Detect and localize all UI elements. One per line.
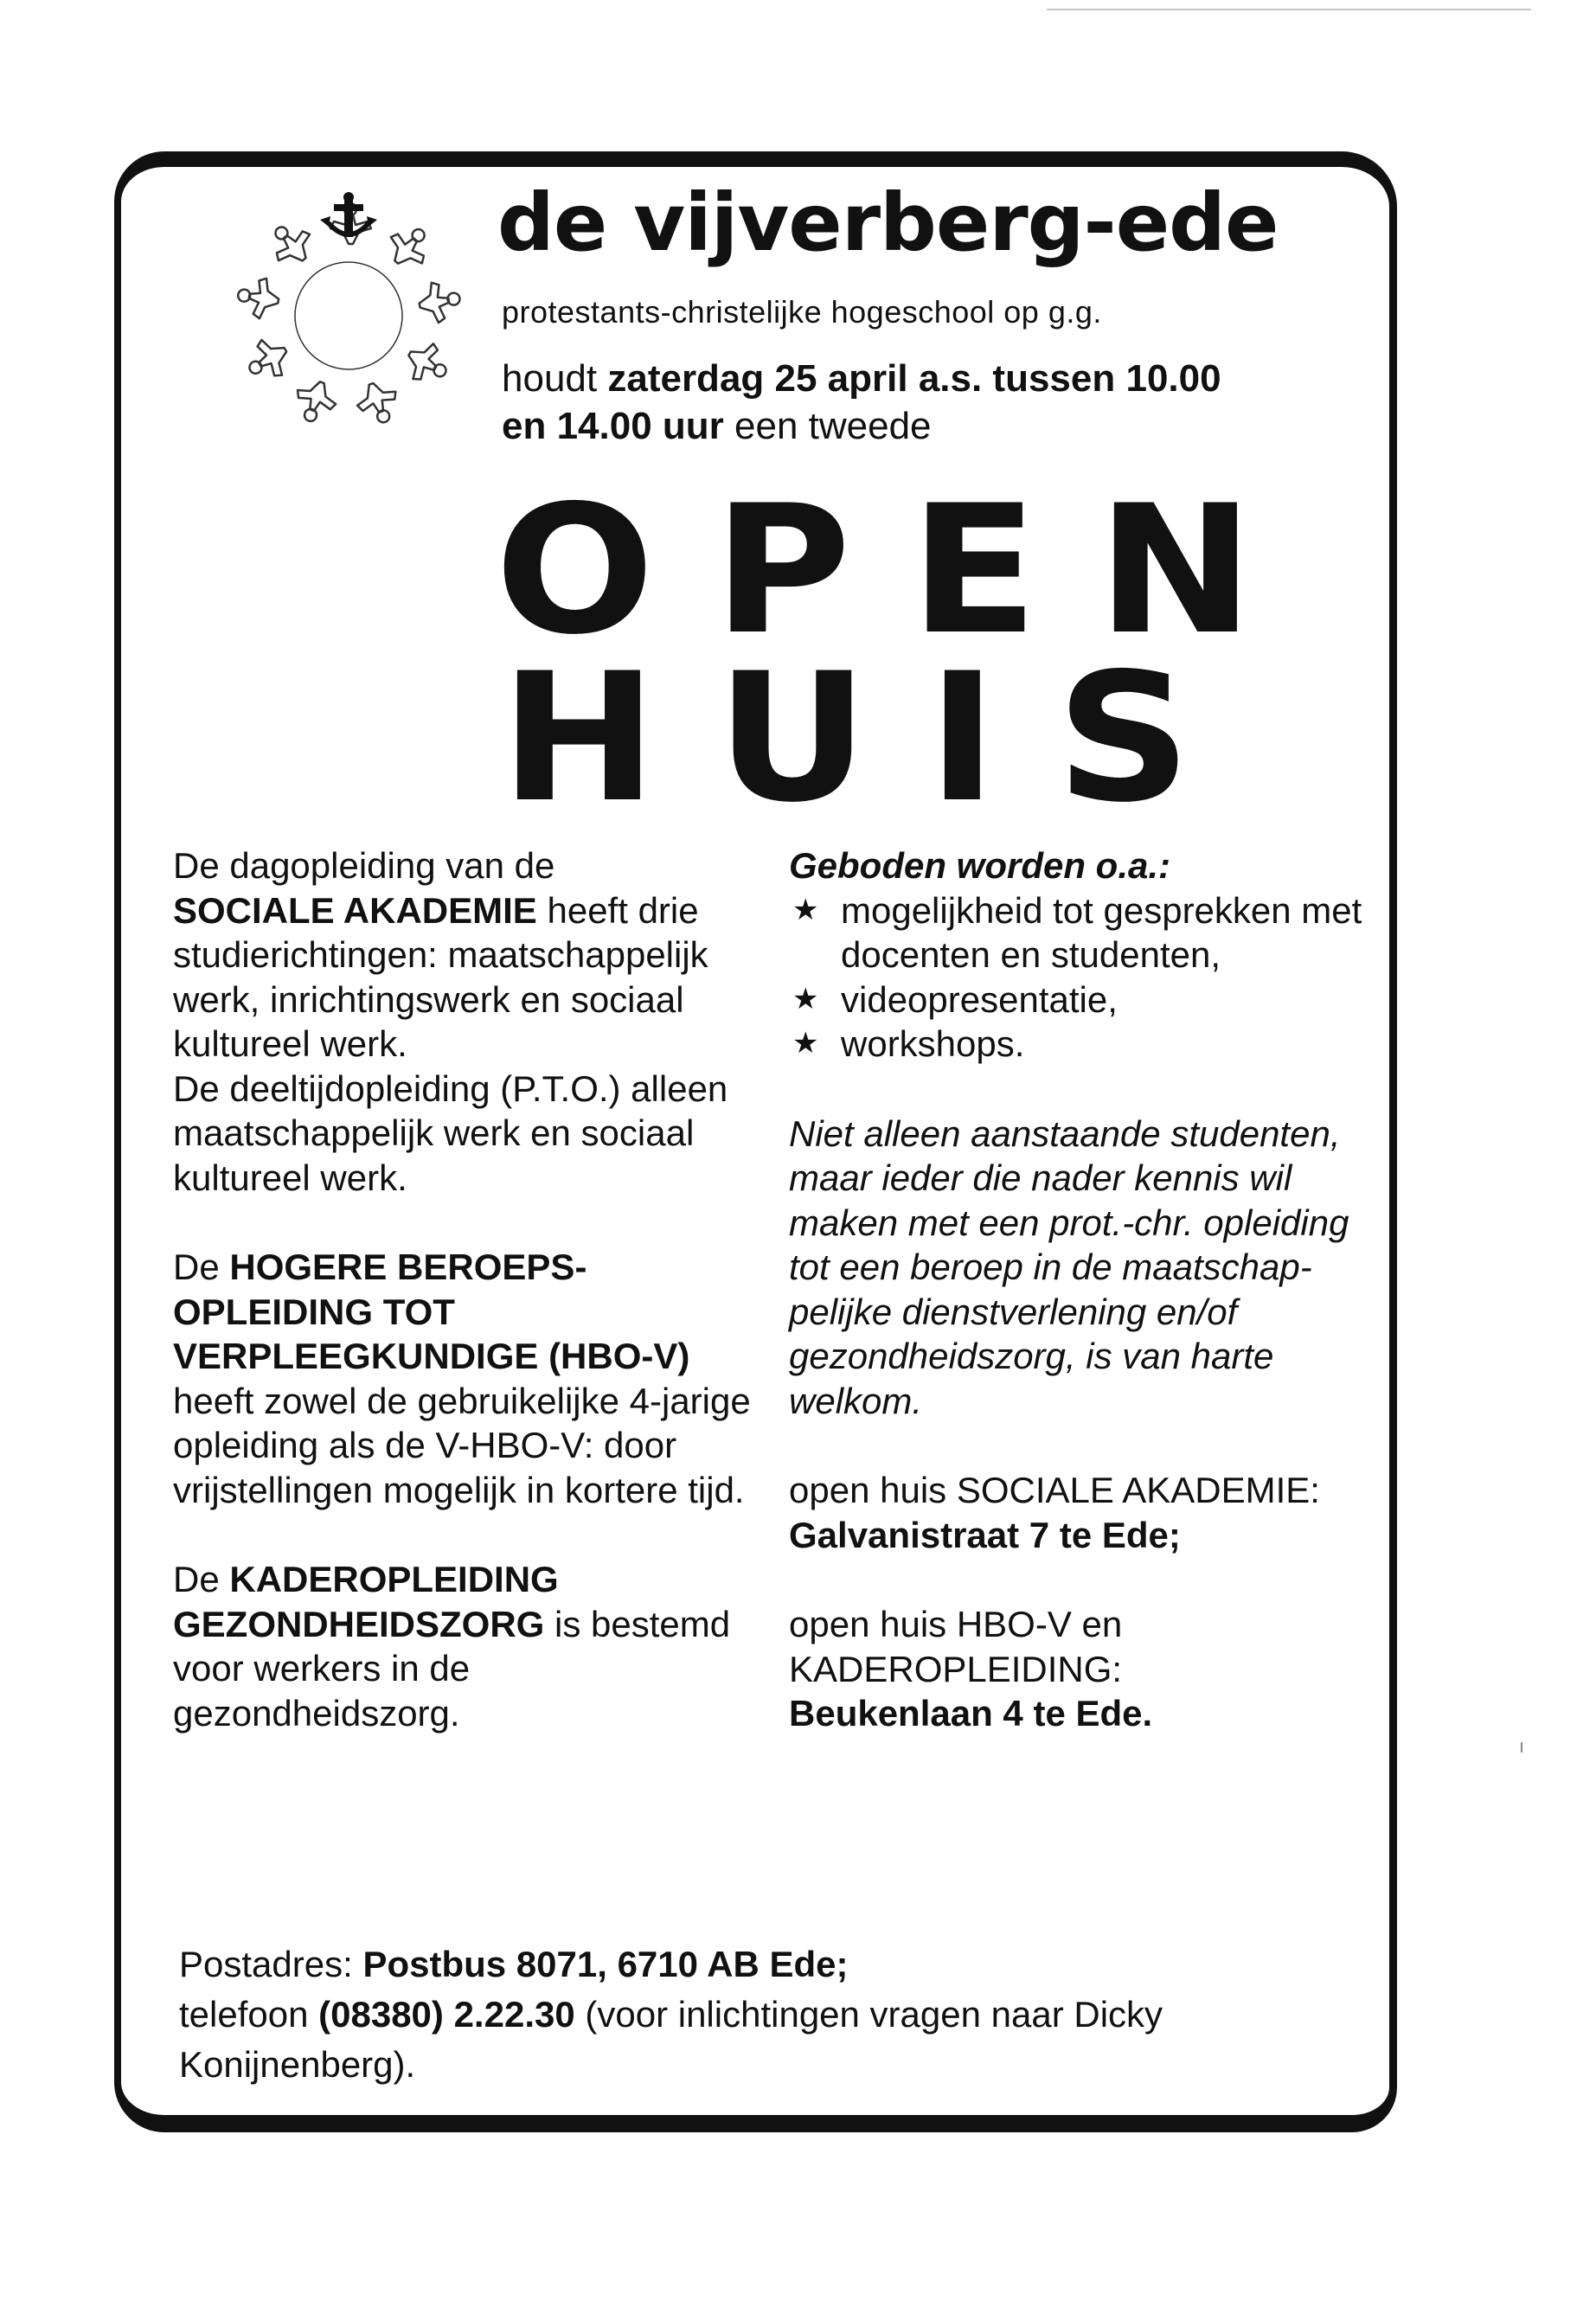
offer-heading: Geboden worden o.a.: (789, 845, 1171, 886)
list-item: ★ mogelijkheid tot gesprekken met docenten en studenten, (792, 889, 1362, 975)
school-logo-icon (223, 190, 474, 441)
scan-mark (1521, 1742, 1522, 1753)
star-icon: ★ (792, 893, 819, 926)
star-icon: ★ (792, 1027, 819, 1060)
list-item: ★ videopresentatie, (789, 977, 1377, 1022)
address-hbo-v: open huis HBO-V en KADEROPLEIDING: Beukenlaan 4 te Ede. (789, 1604, 1153, 1734)
hbo-v-paragraph: De HOGERE BEROEPS-OPLEIDING TOT VERPLEEGKUNDIGE (HBO-V) heeft zowel de gebruikelijke 4-jarige opleiding als de V-HBO-V: door vrijstellingen mogelijk in kortere tijd. (173, 1247, 751, 1510)
left-column (173, 843, 761, 1735)
contact-footer: Postadres: Postbus 8071, 6710 AB Ede; telefoon (08380) 2.22.30 (voor inlichtingen vragen naar Dicky Konijnenberg). (179, 1944, 1163, 2085)
sociale-akademie-paragraph: De dagopleiding van de SOCIALE AKADEMIE heeft drie studierichtingen: maatschappelijk werk, inrichtingswerk en sociaal kultureel werk. De deeltijdopleiding (P.T.O.) alleen maatschappelijk werk en sociaal kultureel werk. (173, 845, 728, 1198)
kaderopleiding-paragraph: De KADEROPLEIDING GEZONDHEIDSZORG is bestemd voor werkers in de gezondheidszorg. (173, 1559, 731, 1734)
brand-subtitle: protestants-christelijke hogeschool op g.g. (502, 294, 1102, 330)
intro-text: houdt zaterdag 25 april a.s. tussen 10.00 en 14.00 uur een tweede (502, 357, 1221, 447)
top-rule (1047, 9, 1531, 10)
address-sociale-akademie: open huis SOCIALE AKADEMIE: Galvanistraat 7 te Ede; (789, 1470, 1320, 1555)
headline-huis: HUIS (500, 636, 1251, 842)
right-column (789, 843, 1377, 1736)
headline-open: OPEN (495, 468, 1313, 674)
list-item: ★ workshops. (789, 1022, 1377, 1067)
brand-name: de vijverberg-ede (497, 176, 1279, 269)
star-icon: ★ (792, 982, 819, 1016)
welcome-text: Niet alleen aanstaande studenten, maar ieder die nader kennis wil maken met een prot.-chr. opleiding tot een beroep in de maatschap-pelijke dienstverlening en/of gezondheidszorg, is van harte welkom. (789, 1112, 1349, 1421)
offer-list (789, 888, 1377, 1067)
